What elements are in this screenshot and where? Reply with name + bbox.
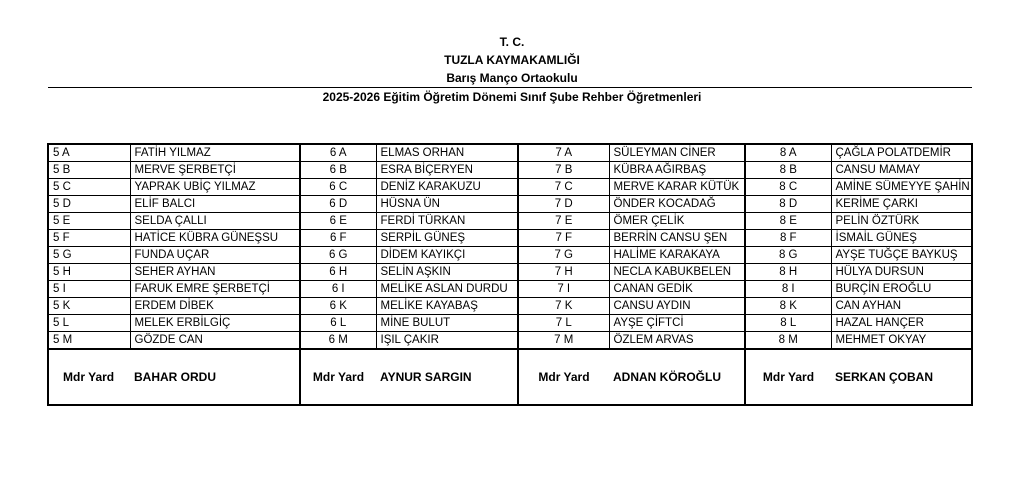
table-row (48, 196, 972, 213)
teacher-name-cell: HÜLYA DURSUN (831, 264, 972, 281)
table-row (48, 298, 972, 315)
class-code-cell: 5 M (48, 332, 130, 350)
class-code-cell: 5 F (48, 230, 130, 247)
class-code-cell: 7 F (518, 230, 609, 247)
teacher-name-cell: SEHER AYHAN (130, 264, 300, 281)
class-code-cell: 7 D (518, 196, 609, 213)
class-code-cell: 5 A (48, 144, 130, 162)
class-code-cell: 5 G (48, 247, 130, 264)
class-code-cell: 8 H (745, 264, 831, 281)
teacher-name-cell: HAZAL HANÇER (831, 315, 972, 332)
class-code-cell: 8 B (745, 162, 831, 179)
class-code-cell: 5 L (48, 315, 130, 332)
assistant-principal-label: Mdr Yard (518, 349, 609, 405)
class-code-cell: 6 I (300, 281, 376, 298)
teacher-name-cell: MEHMET OKYAY (831, 332, 972, 350)
header-line-school: Barış Manço Ortaokulu (446, 71, 578, 85)
class-code-cell: 6 E (300, 213, 376, 230)
class-code-cell: 6 L (300, 315, 376, 332)
teacher-name-cell: İSMAİL GÜNEŞ (831, 230, 972, 247)
class-code-cell: 6 F (300, 230, 376, 247)
teacher-name-cell: GÖZDE CAN (130, 332, 300, 350)
table-row (48, 281, 972, 298)
teacher-name-cell: ELİF BALCI (130, 196, 300, 213)
teacher-name-cell: MELİKE KAYABAŞ (376, 298, 518, 315)
teacher-name-cell: MERVE KARAR KÜTÜK (609, 179, 745, 196)
class-code-cell: 8 L (745, 315, 831, 332)
table-row (48, 213, 972, 230)
class-code-cell: 7 I (518, 281, 609, 298)
table-row (48, 332, 972, 350)
class-code-cell: 8 A (745, 144, 831, 162)
class-code-cell: 6 M (300, 332, 376, 350)
assistant-principal-label: Mdr Yard (300, 349, 376, 405)
teacher-name-cell: IŞIL ÇAKIR (376, 332, 518, 350)
class-code-cell: 8 M (745, 332, 831, 350)
homeroom-teachers-table (47, 143, 973, 406)
class-code-cell: 8 C (745, 179, 831, 196)
class-code-cell: 7 L (518, 315, 609, 332)
assistant-principal-name: AYNUR SARGIN (380, 370, 472, 384)
teacher-name-cell: ÖNDER KOCADAĞ (609, 196, 745, 213)
table-row (48, 315, 972, 332)
class-code-cell: 7 C (518, 179, 609, 196)
class-code-cell: 8 G (745, 247, 831, 264)
teacher-name-cell: ÖZLEM ARVAS (609, 332, 745, 350)
class-code-cell: 6 K (300, 298, 376, 315)
assistant-principal-name: SERKAN ÇOBAN (835, 370, 934, 384)
class-code-cell: 6 A (300, 144, 376, 162)
assistant-principal-row (48, 349, 972, 405)
class-code-cell: 5 E (48, 213, 130, 230)
teacher-name-cell: MELİKE ASLAN DURDU (376, 281, 518, 298)
class-code-cell: 6 B (300, 162, 376, 179)
teacher-name-cell: SELİN AŞKIN (376, 264, 518, 281)
header-line-district: TUZLA KAYMAKAMLIĞI (444, 53, 580, 67)
class-code-cell: 6 C (300, 179, 376, 196)
teacher-name-cell: HÜSNA ÜN (376, 196, 518, 213)
assistant-principal-name: ADNAN KÖROĞLU (613, 370, 721, 384)
header-divider (48, 87, 972, 88)
teacher-name-cell: DİDEM KAYIKÇI (376, 247, 518, 264)
class-code-cell: 5 D (48, 196, 130, 213)
teacher-name-cell: NECLA KABUKBELEN (609, 264, 745, 281)
teacher-name-cell: AMİNE SÜMEYYE ŞAHİN (831, 179, 972, 196)
teacher-name-cell: FATİH YILMAZ (130, 144, 300, 162)
class-code-cell: 7 G (518, 247, 609, 264)
class-code-cell: 8 D (745, 196, 831, 213)
teacher-name-cell: DENİZ KARAKUZU (376, 179, 518, 196)
teacher-name-cell: YAPRAK UBİÇ YILMAZ (130, 179, 300, 196)
document-title: 2025-2026 Eğitim Öğretim Dönemi Sınıf Şube Rehber Öğretmenleri (322, 90, 702, 104)
teacher-name-cell: AYŞE ÇİFTCİ (609, 315, 745, 332)
teacher-name-cell: SÜLEYMAN CİNER (609, 144, 745, 162)
class-code-cell: 6 G (300, 247, 376, 264)
table-row (48, 144, 972, 162)
class-code-cell: 5 K (48, 298, 130, 315)
class-code-cell: 7 H (518, 264, 609, 281)
class-code-cell: 5 H (48, 264, 130, 281)
teacher-name-cell: ESRA BİÇERYEN (376, 162, 518, 179)
class-code-cell: 5 I (48, 281, 130, 298)
table-row (48, 247, 972, 264)
table-row (48, 230, 972, 247)
class-code-cell: 7 K (518, 298, 609, 315)
assistant-principal-label: Mdr Yard (63, 370, 115, 384)
teacher-name-cell: SELDA ÇALLI (130, 213, 300, 230)
class-code-cell: 8 E (745, 213, 831, 230)
teacher-name-cell: CANSU MAMAY (831, 162, 972, 179)
teacher-name-cell: ÇAĞLA POLATDEMİR (831, 144, 972, 162)
teacher-name-cell: KERİME ÇARKI (831, 196, 972, 213)
assistant-principal-label: Mdr Yard (745, 349, 831, 405)
class-code-cell: 7 E (518, 213, 609, 230)
teacher-name-cell: CANAN GEDİK (609, 281, 745, 298)
teacher-name-cell: HATİCE KÜBRA GÜNEŞSU (130, 230, 300, 247)
class-code-cell: 5 C (48, 179, 130, 196)
assistant-principal-name: BAHAR ORDU (134, 370, 216, 384)
teacher-name-cell: BERRİN CANSU ŞEN (609, 230, 745, 247)
teacher-name-cell: MİNE BULUT (376, 315, 518, 332)
table-row (48, 264, 972, 281)
teacher-name-cell: PELİN ÖZTÜRK (831, 213, 972, 230)
teacher-name-cell: KÜBRA AĞIRBAŞ (609, 162, 745, 179)
teacher-name-cell: ÖMER ÇELİK (609, 213, 745, 230)
teacher-name-cell: FUNDA UÇAR (130, 247, 300, 264)
class-code-cell: 8 I (745, 281, 831, 298)
teacher-name-cell: MELEK ERBİLGİÇ (130, 315, 300, 332)
class-code-cell: 6 H (300, 264, 376, 281)
teacher-name-cell: CANSU AYDIN (609, 298, 745, 315)
teacher-name-cell: HALİME KARAKAYA (609, 247, 745, 264)
class-code-cell: 5 B (48, 162, 130, 179)
teacher-name-cell: FERDİ TÜRKAN (376, 213, 518, 230)
class-code-cell: 7 B (518, 162, 609, 179)
teacher-name-cell: FARUK EMRE ŞERBETÇİ (130, 281, 300, 298)
teacher-name-cell: CAN AYHAN (831, 298, 972, 315)
table-row (48, 162, 972, 179)
teacher-name-cell: BURÇİN EROĞLU (831, 281, 972, 298)
class-code-cell: 6 D (300, 196, 376, 213)
teacher-name-cell: ERDEM DİBEK (130, 298, 300, 315)
class-code-cell: 8 K (745, 298, 831, 315)
teacher-name-cell: ELMAS ORHAN (376, 144, 518, 162)
teacher-name-cell: MERVE ŞERBETÇİ (130, 162, 300, 179)
class-code-cell: 7 A (518, 144, 609, 162)
class-code-cell: 7 M (518, 332, 609, 350)
class-code-cell: 8 F (745, 230, 831, 247)
header-line-tc: T. C. (499, 35, 525, 49)
teacher-name-cell: SERPİL GÜNEŞ (376, 230, 518, 247)
table-row (48, 179, 972, 196)
teacher-name-cell: AYŞE TUĞÇE BAYKUŞ (831, 247, 972, 264)
